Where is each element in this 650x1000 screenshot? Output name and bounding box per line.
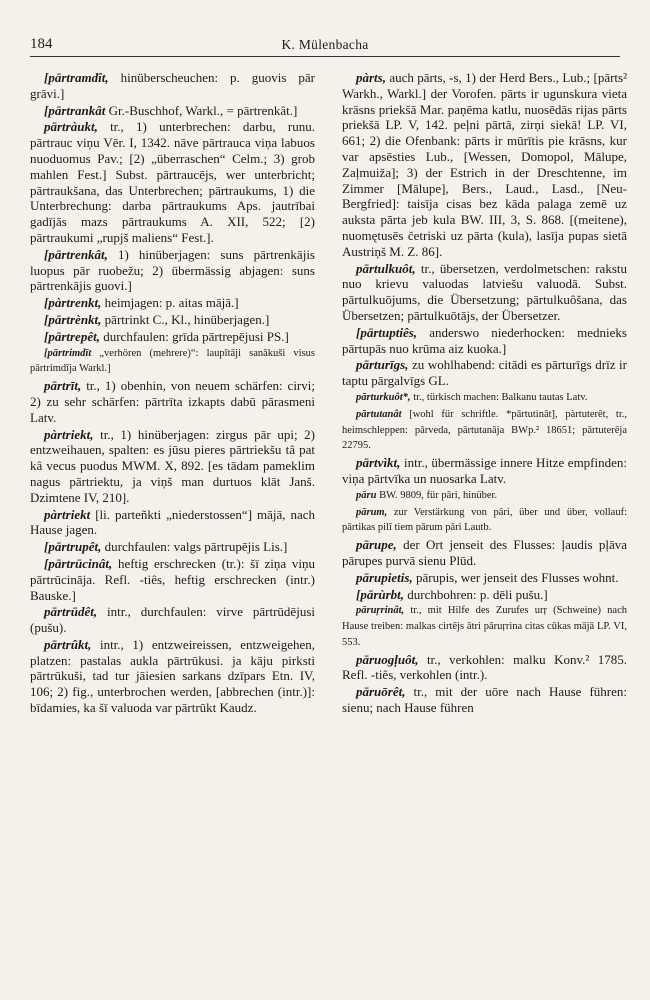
entry-headword: pàrtriekt, [44, 426, 94, 442]
entry-headword: pārtrûkt, [44, 636, 92, 652]
entry-headword: pārtvìkt, [356, 455, 401, 471]
entry-headword: pārturkuôt*, [356, 391, 411, 403]
entry-text: BW. 9809, für pāri, hinüber. [376, 489, 498, 501]
entry-text: durchfaulen: valgs pārtrupējis Lis.] [101, 539, 288, 555]
dictionary-entry [30, 295, 315, 311]
entry-headword: [pārtrepêt, [44, 328, 100, 344]
entry-text: intr., 1) entzweireissen, entzweigehen, platzen: pastalas aukla pārtrūkusi. ja kāju pirksti pārtrūkuši, tad tur jāiesien sarkans dzīpars Etn. IV, 106; 2) fig., unterbrochen werden, [abbrechen (intr.)]: bīdamies, ka šī valuoda var pārtrūkt Kaudz. [30, 636, 315, 716]
entry-text: durchbohren: p. dēli pušu.] [404, 586, 548, 602]
dictionary-entry [30, 103, 315, 119]
dictionary-entry [30, 427, 315, 506]
entry-text: pārtrinkt C., Kl., hinüberjagen.] [101, 311, 270, 327]
entry-headword: [pārtrankât [44, 102, 106, 118]
entry-text: intr., übermässige innere Hitze empfinden: viņa pārtvīka un nuosarka Latv. [342, 455, 627, 486]
entry-headword: pārupietis, [356, 569, 413, 585]
entry-headword: [pārtrènkt, [44, 311, 102, 327]
entry-headword: pàrtriekt [44, 506, 91, 522]
entry-text: tr., übersetzen, verdolmetschen: rakstu nuo krievu valuodas latviešu valuodā. Subst. pārtulkuōjums, die Übersetzung; pārtulkuôšana, das Übersetzen; pārtulkuōtājs, der Übersetzer. [342, 260, 627, 323]
dictionary-entry [342, 261, 627, 324]
entry-text: der Ort jenseit des Flusses: ļaudis pļāva pārupes purvā sienu Plūd. [342, 537, 627, 568]
dictionary-entry [30, 378, 315, 425]
entry-text: 1) hinüberjagen: suns pārtrenkājis luopus pār ruobežu; 2) übermässig abjagen: suns pārtrenkājis guovi.] [30, 246, 315, 294]
entry-text: heimjagen: p. aitas mājā.] [101, 295, 239, 311]
dictionary-entry [30, 346, 315, 378]
entry-text: Gr.-Buschhof, Warkl., = pārtrenkât.] [105, 102, 298, 118]
entry-headword: pārtràukt, [44, 119, 98, 135]
dictionary-entry [342, 70, 627, 260]
dictionary-entry [342, 603, 627, 650]
dictionary-entry [342, 537, 627, 569]
entry-headword: pārum, [356, 506, 388, 518]
running-head: K. Mülenbacha [281, 37, 369, 52]
page-header [30, 34, 620, 57]
entry-text: zu wohlhabend: citādi es pārturīgs drīz ir taptu pārgalvīgs GL. [342, 357, 627, 389]
entry-headword: pārturīgs, [356, 357, 409, 373]
entry-headword: [pārtrupêt, [44, 539, 102, 555]
entry-headword: pārtulkuôt, [356, 260, 416, 276]
dictionary-entry [30, 637, 315, 716]
dictionary-entry [30, 604, 315, 636]
entry-headword: pārupe, [356, 537, 397, 553]
entry-headword: pāruōrêt, [356, 684, 406, 700]
entry-headword: [pārtuptiês, [356, 324, 418, 340]
page-number: 184 [30, 36, 53, 52]
dictionary-entry [30, 556, 315, 603]
entry-text: tr., mit der uōre nach Hause führen: sienu; nach Hause führen [342, 684, 627, 716]
dictionary-entry [342, 505, 627, 537]
entry-text: intr., durchfaulen: virve pārtrūdējusi (pušu). [30, 604, 315, 636]
dictionary-entry [30, 539, 315, 555]
dictionary-entry [342, 357, 627, 389]
entry-text: tr., 1) obenhin, von neuem schärfen: cirvi; 2) zu sehr schärfen: pārtrīta izkapts dabū pārasmeni Latv. [30, 378, 315, 425]
dictionary-entry [30, 119, 315, 245]
dictionary-entry [30, 70, 315, 102]
dictionary-entry [342, 488, 627, 504]
dictionary-entry [30, 507, 315, 539]
left-column [30, 70, 315, 717]
entry-text: zur Verstärkung von pāri, über und über, vollauf: pārtikas pilī tiem pārum pāri Lautb. [342, 506, 627, 534]
entry-text: hinüberscheuchen: p. guovis pār grāvi.] [30, 70, 315, 101]
dictionary-entry [342, 587, 627, 603]
entry-headword: pāru [356, 489, 377, 501]
dictionary-entry [342, 570, 627, 586]
entry-text: tr., türkisch machen: Balkanu tautas Latv. [410, 391, 588, 403]
dictionary-entry [30, 312, 315, 328]
entry-text: auch pārts, -s, 1) der Herd Bers., Lub.; [pārts² Warkh., Warkl.] der Vorofen. pārts ir ugunskura vieta krāsns priekšā Mar. paņēma katlu, nuosēdās rijas pārts priekšā LP. V, 142. peļni pārtā, zirņi siekā! LP. VI, 661; 2) die Ofenbank: pārts ir mūrītis pie krāsns, kur var apsēsties Lub., [Wessen, Domopol, Mālupe, Zaļmuiža]; 3) der Estrich in der Dreschtenne, im Zimmer [Mālupe], Bers., Laud., Lasd., [Neu-Bergfried]: taisīja cisas bez kāda palaga zemē uz auksta pārta jeb kula BW. III, 3, S. 868. [(meitene), nuomętusēs četriski uz pārta (kula), lasīja pupas sietā Austriņš M. Z. 86]. [342, 70, 627, 259]
entry-text: durchfaulen: grīda pārtrepējusi PS.] [99, 328, 289, 344]
entry-headword: [pārtramdît, [44, 70, 109, 85]
entry-text: heftig erschrecken (tr.): šī ziņa viņu pārtrūcināja. Refl. -tiês, heftig erschrecken (intr.) Bauske.] [30, 555, 315, 603]
entry-headword: [pārtrenkât, [44, 246, 108, 262]
entry-headword: pàrts, [356, 70, 386, 85]
entry-headword: pārtrūdêt, [44, 604, 98, 620]
entry-text: tr., verkohlen: malku Konv.² 1785. Refl. -tiês, verkohlen (intr.). [342, 651, 627, 683]
entry-headword: [pàrtrenkt, [44, 295, 102, 311]
entry-text: tr., 1) unterbrechen: darbu, runu. pārtrauc viņu Vēr. I, 1342. nāve pārtrauca viņa labuos nuoduomus Pav.; [2) „überraschen“ Celm.; 3) grob mahlen Fest.] Subst. pārtraucējs, wer unterbricht; pārtraukšana, das Unterbrechen; pārtraukums, 1) die Unterbrechung: darba pārtraukums Aps. jautrībai gadījās mazs pārtraukums A. XII, 522; [2) pārtraukumi „rupjš maliens“ Fest.]. [30, 119, 315, 245]
entry-text: [li. parteñkti „niederstossen“] mājā, nach Hause jagen. [30, 506, 315, 538]
entry-text: „verhören (mehrere)“: laupītāji sanākuši visus pārtrimdīja Warkl.] [30, 347, 315, 375]
dictionary-entry [342, 652, 627, 684]
entry-text: anderswo niederhocken: mednieks pārtupās nuo krūma aiz kuoka.] [342, 324, 627, 356]
entry-text: [wohl für schriftle. *pārtutināt], pàrtuterêt, tr., heimschleppen: pārveda, pārtutanāja BWp.² 18651; pārtuterēja 22795. [342, 408, 627, 452]
entry-text: tr., mit Hilfe des Zurufes urŗ (Schweine) nach Hause treiben: malkas cirtējs ātri pāruŗrina citas cūkas mājā LP. VI, 553. [342, 605, 627, 648]
dictionary-entry [342, 407, 627, 454]
dictionary-entry [342, 684, 627, 716]
entry-headword: [pārùrbt, [356, 586, 405, 602]
entry-headword: pāruogļuôt, [356, 651, 419, 667]
entry-headword: pārtrīt, [44, 378, 82, 394]
entry-headword: pārtutanât [356, 408, 402, 420]
dictionary-entry [342, 390, 627, 406]
dictionary-entry [30, 247, 315, 294]
right-column [342, 70, 627, 717]
entry-headword: pāruŗrinât, [356, 605, 405, 617]
dictionary-entry [30, 329, 315, 345]
entry-text: pārupis, wer jenseit des Flusses wohnt. [412, 569, 619, 585]
dictionary-entry [342, 455, 627, 487]
dictionary-entry [342, 325, 627, 357]
entry-headword: [pārtrūcinât, [44, 555, 113, 571]
entry-text: tr., 1) hinüberjagen: zirgus pār upi; 2) entzweihauen, spalten: es jūsu pieres pārtriekšu tâ pat kâ vecus puodus MWM. X, 892. [es tādam pameklim nagus pārtriektu, ja viņš man durtuos klāt Janš. Dzimtene IV, 210]. [30, 426, 315, 505]
entry-headword: [pārtrimdīt [44, 347, 92, 359]
